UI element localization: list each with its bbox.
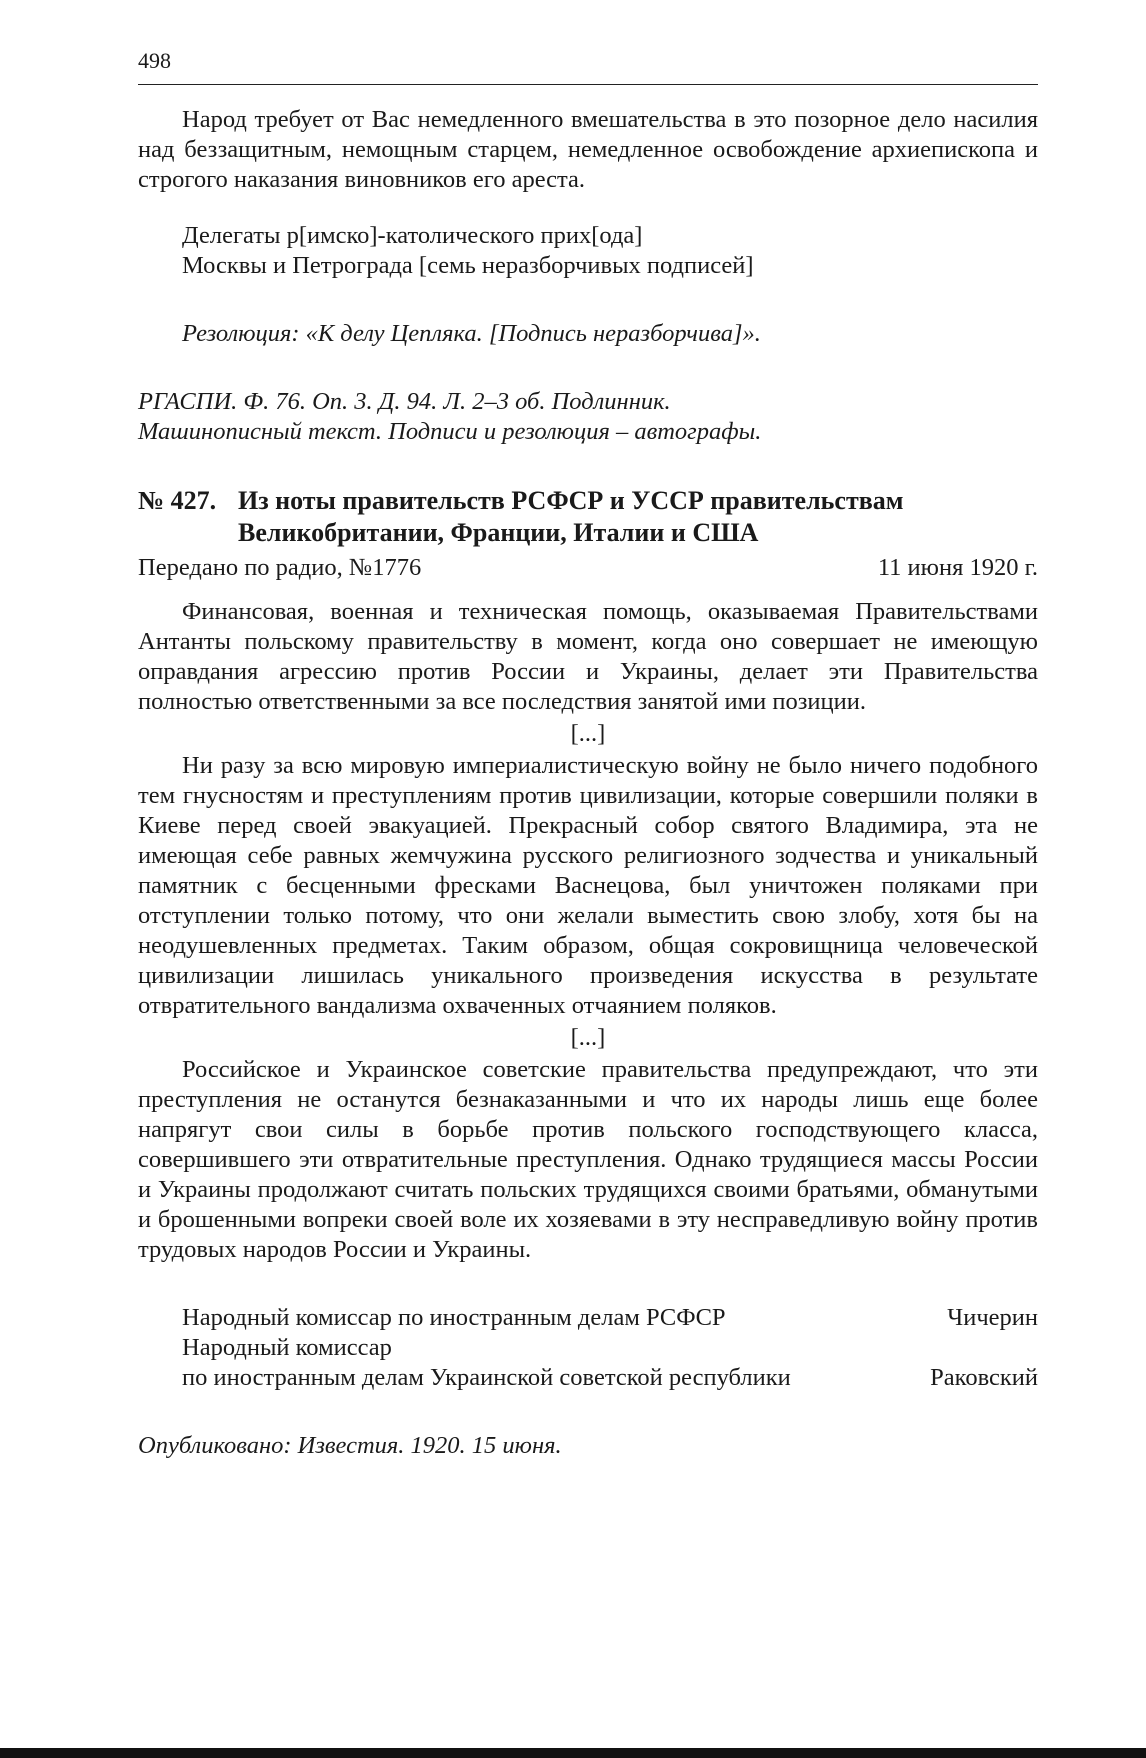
signature-2-name: Раковский [930,1364,1038,1391]
signature-2-title-line-1: Народный комиссар [182,1334,392,1361]
archive-reference-line-1: РГАСПИ. Ф. 76. Оп. 3. Д. 94. Л. 2–3 об. Подлинник. [138,388,671,415]
document-date: 11 июня 1920 г. [877,554,1038,581]
note-paragraph-1: Финансовая, военная и техническая помощь, оказываемая Правительствами Антанты польскому правительству в момент, когда оно совершает не имеющую оправдания агрессию против России и Украины, делает эти Правительства полностью ответственными за все последствия занятой ими позиции. [138,598,1038,715]
petition-paragraph: Народ требует от Вас немедленного вмешательства в это позорное дело насилия над беззащитным, немощным старцем, немедленное освобождение архиепископа и строгого наказания виновников его ареста. [138,106,1038,193]
document-heading [138,485,1038,549]
dispatch-line [138,553,1038,583]
document-number: № 427. [138,486,217,515]
signature-chicherin [138,1303,1038,1333]
note-paragraph-2: Ни разу за всю мировую империалистическую войну не было ничего подобного тем гнусностям и преступлениям против цивилизации, которые совершили поляки в Киеве перед своей эвакуацией. Прекрасный собор святого Владимира, эта не имеющая себе равных жемчужина русского религиозного зодчества и уникальный памятник с бесценными фресками Васнецова, был уничтожен поляками при отступлении только потому, что они желали выместить свою злобу, хотя бы на неодушевленных предметах. Таким образом, общая сокровищница человеческой цивилизации лишилась уникального произведения искусства в результате отвратительного вандализма охваченных отчаянием поляков. [138,752,1038,1019]
document-title-line-1: Из ноты правительств РСФСР и УССР правительствам [238,486,904,515]
header-rule [138,84,1038,85]
signature-rakovsky [138,1363,1038,1393]
dispatch-note: Передано по радио, №1776 [138,554,422,581]
delegates-line-2: Москвы и Петрограда [семь неразборчивых подписей] [182,252,754,279]
document-page [138,48,1038,1461]
publication-note: Опубликовано: Известия. 1920. 15 июня. [138,1432,562,1459]
signature-2-title-line-2: по иностранным делам Украинской советской республики [182,1364,791,1391]
archive-reference-line-2: Машинописный текст. Подписи и резолюция – автографы. [138,418,762,445]
scan-edge-band [0,1748,1146,1758]
omission-mark-2: [...] [570,1024,606,1051]
omission-mark-1: [...] [570,720,606,747]
resolution-note: Резолюция: «К делу Цепляка. [Подпись неразборчива]». [182,320,761,347]
document-title-line-2: Великобритании, Франции, Италии и США [238,518,759,547]
signature-1-title: Народный комиссар по иностранным делам РСФСР [182,1304,726,1331]
signature-1-name: Чичерин [947,1304,1038,1331]
note-paragraph-3: Российское и Украинское советские правительства предупреждают, что эти преступления не останутся безнаказанными и что их народы лишь еще более напрягут свои силы в борьбе против польского господствующего класса, совершившего эти отвратительные преступления. Однако трудящиеся массы России и Украины продолжают считать польских трудящихся своими братьями, обманутыми и брошенными вопреки своей воле их хозяевами в эту несправедливую войну против трудовых народов России и Украины. [138,1056,1038,1263]
delegates-line-1: Делегаты р[имско]-католического прих[ода] [182,222,643,249]
page-number: 498 [138,48,171,73]
signature-rakovsky-title [138,1333,1038,1363]
